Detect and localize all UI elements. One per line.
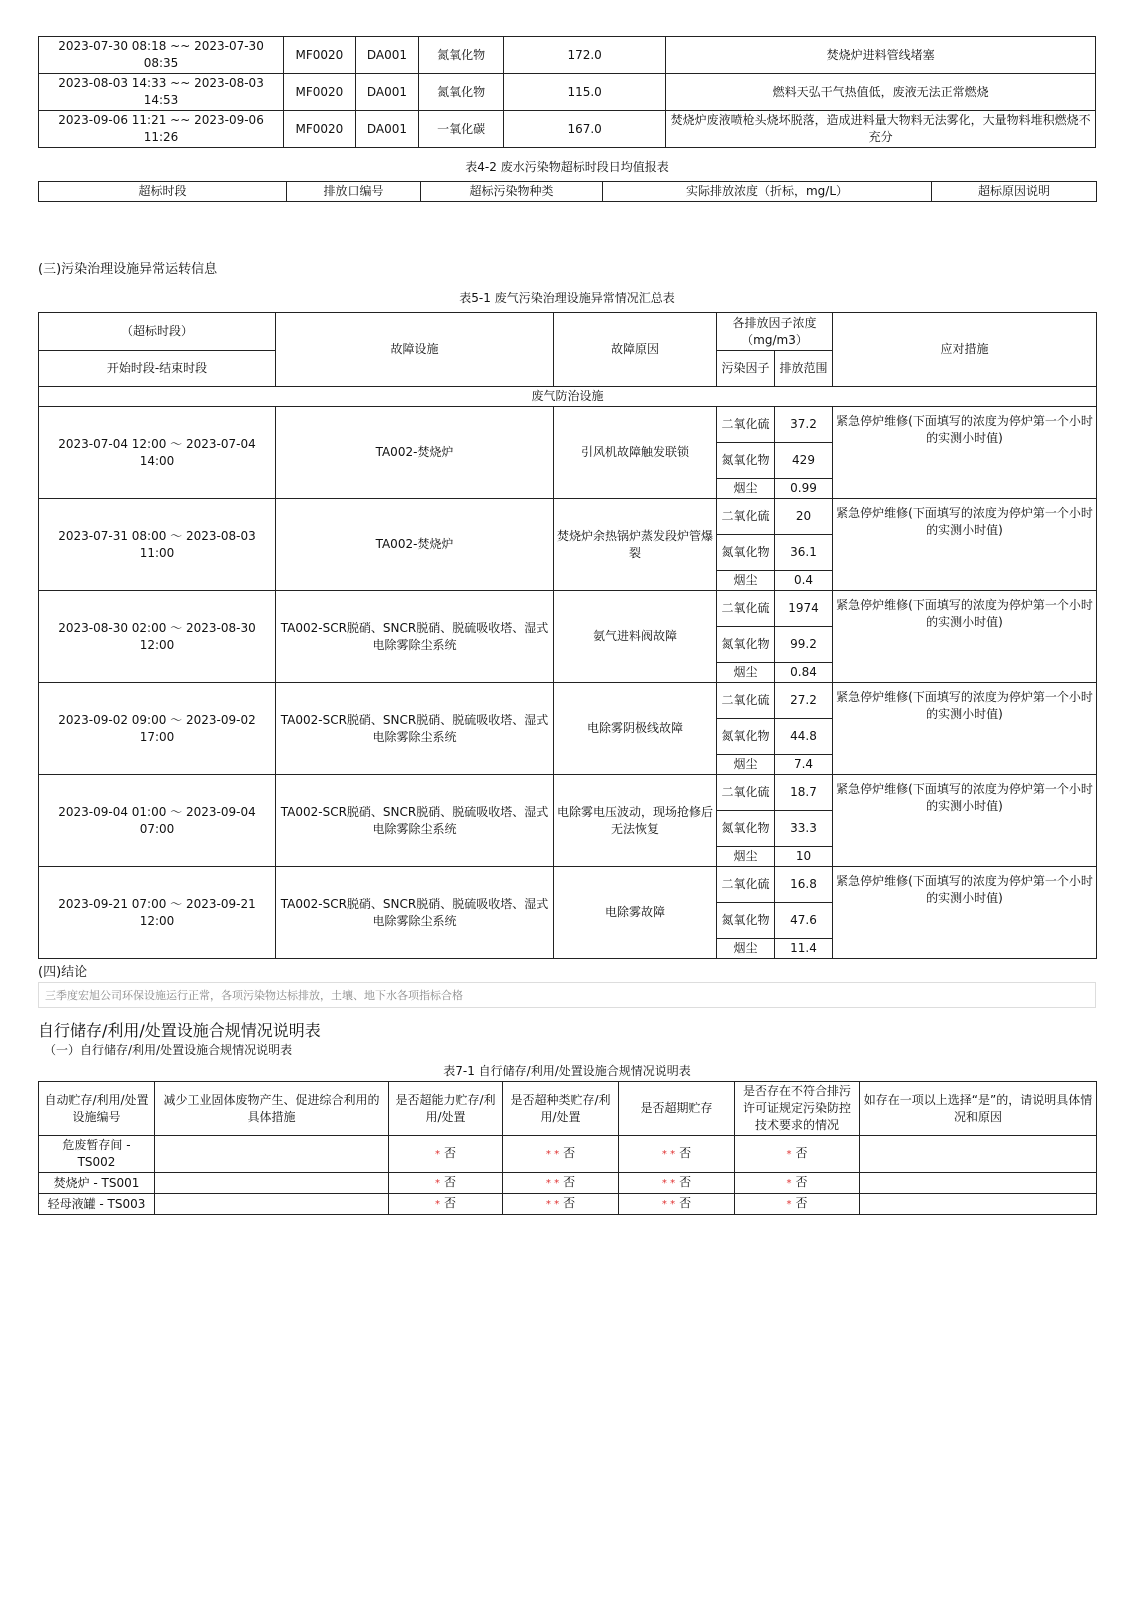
header-facility: 故障设施 (276, 313, 554, 387)
fault-reason: 电除雾故障 (554, 867, 717, 959)
pollutant-factor: 烟尘 (717, 571, 775, 591)
table-row (39, 775, 1097, 811)
emission-value: 10 (775, 847, 833, 867)
facility-id: 焚烧炉 - TS001 (39, 1173, 155, 1194)
table-row (39, 407, 1097, 443)
pollutant-factor: 烟尘 (717, 479, 775, 499)
section-3-title: (三)污染治理设施异常运转信息 (38, 262, 218, 277)
pollutant-factor: 氮氧化物 (717, 443, 775, 479)
table-5-1 (38, 312, 1097, 959)
emission-value: 36.1 (775, 535, 833, 571)
required-marker: * (434, 1149, 440, 1160)
pollutant-factor: 氮氧化物 (717, 719, 775, 755)
pollutant-factor: 氮氧化物 (717, 903, 775, 939)
emission-value: 99.2 (775, 627, 833, 663)
answer-no: 否 (563, 1196, 576, 1210)
fault-facility: TA002-SCR脱硝、SNCR脱硝、脱硫吸收塔、湿式电除雾除尘系统 (276, 683, 554, 775)
concentration-value: 167.0 (503, 111, 665, 148)
explanation-cell (860, 1194, 1097, 1215)
table-7-1 (38, 1081, 1097, 1215)
pollutant-factor: 烟尘 (717, 755, 775, 775)
required-marker: * * (661, 1199, 676, 1210)
required-marker: * * (545, 1178, 560, 1189)
header-reason: 故障原因 (554, 313, 717, 387)
compliance-answer (389, 1173, 503, 1194)
measures-cell (155, 1136, 389, 1173)
emission-value: 0.99 (775, 479, 833, 499)
header-start-end: 开始时段-结束时段 (39, 351, 276, 387)
explanation-cell (860, 1173, 1097, 1194)
compliance-answer (735, 1173, 860, 1194)
emission-value: 0.4 (775, 571, 833, 591)
table-row (39, 591, 1097, 627)
pollutant-factor: 氮氧化物 (717, 811, 775, 847)
outlet-id: DA001 (355, 37, 419, 74)
fault-facility: TA002-焚烧炉 (276, 499, 554, 591)
emission-value: 47.6 (775, 903, 833, 939)
emission-value: 37.2 (775, 407, 833, 443)
table-4-2-header: 超标时段 (39, 182, 287, 202)
compliance-answer (389, 1194, 503, 1215)
answer-no: 否 (795, 1196, 808, 1210)
emission-value: 11.4 (775, 939, 833, 959)
pollutant-factor: 二氧化硫 (717, 407, 775, 443)
measures-cell (155, 1173, 389, 1194)
required-marker: * * (545, 1149, 560, 1160)
emission-value: 16.8 (775, 867, 833, 903)
response-measure: 紧急停炉维修(下面填写的浓度为停炉第一个小时的实测小时值) (833, 683, 1097, 775)
pollutant: 一氧化碳 (419, 111, 504, 148)
emission-value: 27.2 (775, 683, 833, 719)
outlet-id: DA001 (355, 111, 419, 148)
fault-reason: 引风机故障触发联锁 (554, 407, 717, 499)
compliance-answer (503, 1194, 619, 1215)
required-marker: * (786, 1199, 792, 1210)
response-measure: 紧急停炉维修(下面填写的浓度为停炉第一个小时的实测小时值) (833, 407, 1097, 499)
group-row-label: 废气防治设施 (39, 387, 1097, 407)
emission-value: 0.84 (775, 663, 833, 683)
source-id: MF0020 (284, 111, 356, 148)
table-7-1-header: 是否超期贮存 (619, 1082, 735, 1136)
source-id: MF0020 (284, 74, 356, 111)
emission-value: 429 (775, 443, 833, 479)
pollutant-factor: 氮氧化物 (717, 627, 775, 663)
compliance-answer (389, 1136, 503, 1173)
compliance-answer (735, 1136, 860, 1173)
pollutant: 氮氧化物 (419, 37, 504, 74)
fault-period: 2023-09-04 01:00 ～ 2023-09-04 07:00 (39, 775, 276, 867)
answer-no: 否 (679, 1196, 692, 1210)
concentration-value: 172.0 (503, 37, 665, 74)
emission-value: 18.7 (775, 775, 833, 811)
pollutant: 氮氧化物 (419, 74, 504, 111)
table-4-2-header: 实际排放浓度（折标，mg/L） (603, 182, 932, 202)
section-7-subtitle: （一）自行储存/利用/处置设施合规情况说明表 (44, 1043, 293, 1057)
table-row (39, 1136, 1097, 1173)
fault-facility: TA002-SCR脱硝、SNCR脱硝、脱硫吸收塔、湿式电除雾除尘系统 (276, 867, 554, 959)
emission-value: 7.4 (775, 755, 833, 775)
facility-id: 危废暂存间 - TS002 (39, 1136, 155, 1173)
pollutant-factor: 烟尘 (717, 847, 775, 867)
outlet-id: DA001 (355, 74, 419, 111)
response-measure: 紧急停炉维修(下面填写的浓度为停炉第一个小时的实测小时值) (833, 775, 1097, 867)
table-7-1-header: 减少工业固体废物产生、促进综合利用的具体措施 (155, 1082, 389, 1136)
fault-reason: 电除雾阴极线故障 (554, 683, 717, 775)
document-page (38, 36, 1096, 1215)
pollutant-factor: 二氧化硫 (717, 683, 775, 719)
pollutant-factor: 二氧化硫 (717, 591, 775, 627)
section-4-title: (四)结论 (38, 965, 88, 980)
answer-no: 否 (443, 1146, 456, 1160)
fault-period: 2023-08-30 02:00 ～ 2023-08-30 12:00 (39, 591, 276, 683)
table-row (39, 1194, 1097, 1215)
table-row (39, 499, 1097, 535)
table-4-2-header: 超标原因说明 (932, 182, 1097, 202)
required-marker: * (434, 1199, 440, 1210)
table-4-2-header: 排放口编号 (287, 182, 421, 202)
fault-reason: 氨气进料阀故障 (554, 591, 717, 683)
emission-value: 20 (775, 499, 833, 535)
required-marker: * * (545, 1199, 560, 1210)
table-7-1-header: 如存在一项以上选择“是”的，请说明具体情况和原因 (860, 1082, 1097, 1136)
compliance-answer (619, 1136, 735, 1173)
response-measure: 紧急停炉维修(下面填写的浓度为停炉第一个小时的实测小时值) (833, 499, 1097, 591)
header-concentration: 各排放因子浓度（mg/m3） (717, 313, 833, 351)
header-measure: 应对措施 (833, 313, 1097, 387)
table-row (39, 111, 1096, 148)
pollutant-factor: 二氧化硫 (717, 775, 775, 811)
explanation-cell (860, 1136, 1097, 1173)
answer-no: 否 (443, 1196, 456, 1210)
table-row (39, 37, 1096, 74)
answer-no: 否 (563, 1175, 576, 1189)
fault-reason: 焚烧炉余热锅炉蒸发段炉管爆裂 (554, 499, 717, 591)
header-factor: 污染因子 (717, 351, 775, 387)
pollutant-factor: 烟尘 (717, 939, 775, 959)
table-row (39, 683, 1097, 719)
compliance-answer (619, 1173, 735, 1194)
fault-period: 2023-09-02 09:00 ～ 2023-09-02 17:00 (39, 683, 276, 775)
answer-no: 否 (795, 1175, 808, 1189)
emission-value: 33.3 (775, 811, 833, 847)
section-7-title: 自行储存/利用/处置设施合规情况说明表 (38, 1021, 321, 1040)
fault-period: 2023-07-31 08:00 ～ 2023-08-03 11:00 (39, 499, 276, 591)
fault-facility: TA002-SCR脱硝、SNCR脱硝、脱硫吸收塔、湿式电除雾除尘系统 (276, 775, 554, 867)
source-id: MF0020 (284, 37, 356, 74)
exceed-period: 2023-08-03 14:33 ~~ 2023-08-03 14:53 (39, 74, 284, 111)
answer-no: 否 (563, 1146, 576, 1160)
fault-reason: 电除雾电压波动，现场抢修后无法恢复 (554, 775, 717, 867)
answer-no: 否 (795, 1146, 808, 1160)
emission-value: 44.8 (775, 719, 833, 755)
pollutant-factor: 氮氧化物 (717, 535, 775, 571)
exceed-period: 2023-07-30 08:18 ~~ 2023-07-30 08:35 (39, 37, 284, 74)
table-row (39, 1173, 1097, 1194)
response-measure: 紧急停炉维修(下面填写的浓度为停炉第一个小时的实测小时值) (833, 591, 1097, 683)
compliance-answer (735, 1194, 860, 1215)
required-marker: * * (661, 1178, 676, 1189)
table-7-1-header: 是否存在不符合排污许可证规定污染防控技术要求的情况 (735, 1082, 860, 1136)
compliance-answer (619, 1194, 735, 1215)
emission-value: 1974 (775, 591, 833, 627)
table-4-2-header: 超标污染物种类 (421, 182, 603, 202)
exceed-reason: 焚烧炉进料管线堵塞 (666, 37, 1096, 74)
table-7-1-caption: 表7-1 自行储存/利用/处置设施合规情况说明表 (443, 1064, 691, 1078)
exceed-period: 2023-09-06 11:21 ~~ 2023-09-06 11:26 (39, 111, 284, 148)
table-4-1 (38, 36, 1096, 148)
fault-facility: TA002-SCR脱硝、SNCR脱硝、脱硫吸收塔、湿式电除雾除尘系统 (276, 591, 554, 683)
table-5-1-caption: 表5-1 废气污染治理设施异常情况汇总表 (459, 291, 675, 305)
fault-period: 2023-09-21 07:00 ～ 2023-09-21 12:00 (39, 867, 276, 959)
answer-no: 否 (679, 1175, 692, 1189)
facility-id: 轻母液罐 - TS003 (39, 1194, 155, 1215)
required-marker: * * (661, 1149, 676, 1160)
compliance-answer (503, 1173, 619, 1194)
header-range: 排放范围 (775, 351, 833, 387)
fault-period: 2023-07-04 12:00 ～ 2023-07-04 14:00 (39, 407, 276, 499)
compliance-answer (503, 1136, 619, 1173)
exceed-reason: 燃料天弘干气热值低，废液无法正常燃烧 (666, 74, 1096, 111)
pollutant-factor: 二氧化硫 (717, 867, 775, 903)
measures-cell (155, 1194, 389, 1215)
required-marker: * (786, 1178, 792, 1189)
table-row (39, 867, 1097, 903)
required-marker: * (434, 1178, 440, 1189)
answer-no: 否 (679, 1146, 692, 1160)
pollutant-factor: 烟尘 (717, 663, 775, 683)
header-period: （超标时段） (39, 313, 276, 351)
table-4-2 (38, 181, 1097, 202)
response-measure: 紧急停炉维修(下面填写的浓度为停炉第一个小时的实测小时值) (833, 867, 1097, 959)
concentration-value: 115.0 (503, 74, 665, 111)
fault-facility: TA002-焚烧炉 (276, 407, 554, 499)
table-7-1-header: 是否超能力贮存/利用/处置 (389, 1082, 503, 1136)
answer-no: 否 (443, 1175, 456, 1189)
conclusion-text: 三季度宏旭公司环保设施运行正常，各项污染物达标排放，土壤、地下水各项指标合格 (38, 982, 1096, 1008)
required-marker: * (786, 1149, 792, 1160)
pollutant-factor: 二氧化硫 (717, 499, 775, 535)
table-row (39, 74, 1096, 111)
table-4-2-caption: 表4-2 废水污染物超标时段日均值报表 (465, 160, 669, 174)
exceed-reason: 焚烧炉废液喷枪头烧坏脱落，造成进料量大物料无法雾化，大量物料堆积燃烧不充分 (666, 111, 1096, 148)
table-7-1-header: 自动贮存/利用/处置设施编号 (39, 1082, 155, 1136)
table-7-1-header: 是否超种类贮存/利用/处置 (503, 1082, 619, 1136)
